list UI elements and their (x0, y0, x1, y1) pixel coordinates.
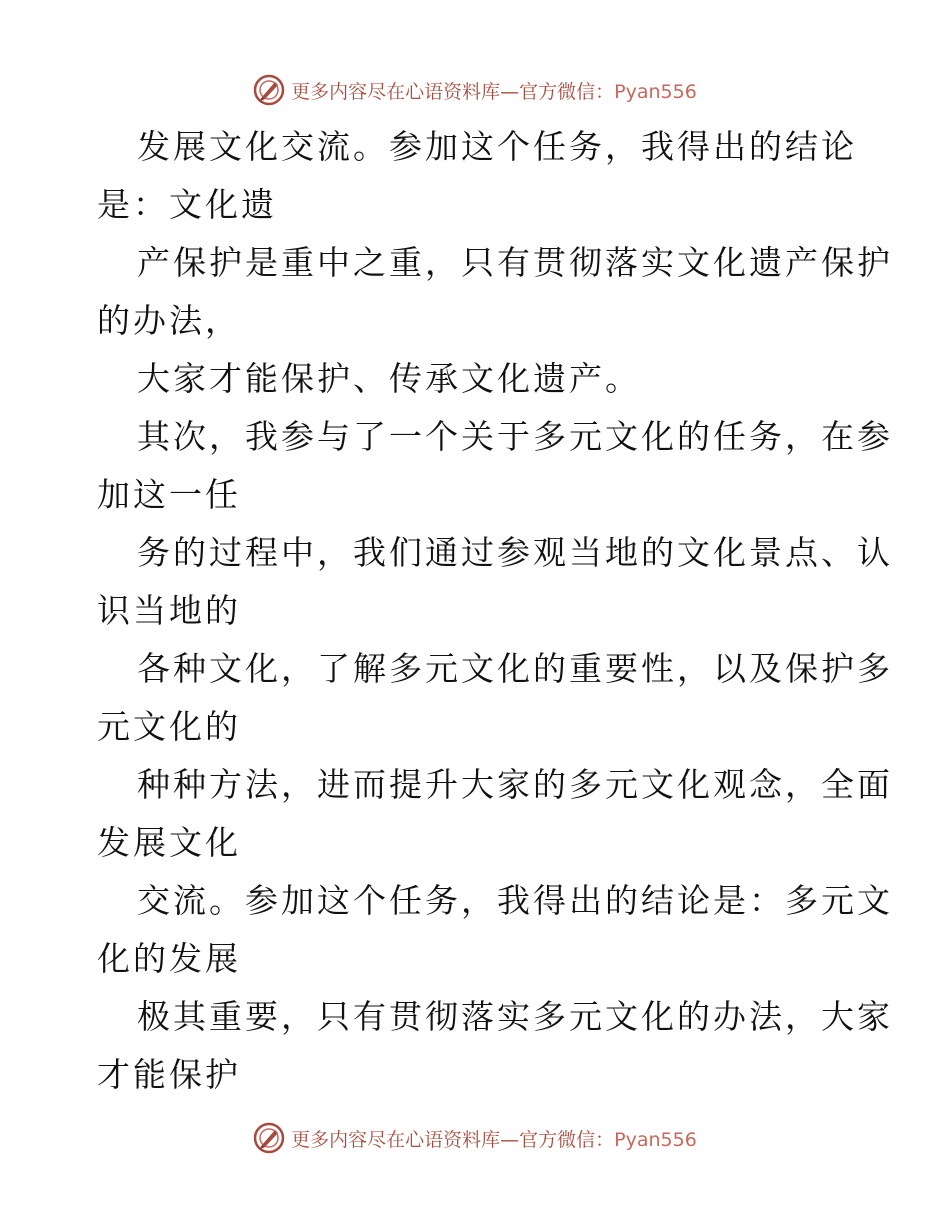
paragraph-line: 的办法， (97, 301, 241, 340)
paragraph (97, 234, 893, 350)
paragraph-line: 其次，我参与了一个关于多元文化的任务，在参 (137, 417, 893, 456)
paragraph-line: 化的发展 (97, 939, 241, 978)
paragraph-line: 识当地的 (97, 591, 241, 630)
paragraph (97, 756, 893, 872)
paragraph-line: 产保护是重中之重，只有贯彻落实文化遗产保护 (137, 243, 893, 282)
watermark-text: 更多内容尽在心语资料库—官方微信：Pyan556 (291, 1128, 697, 1151)
footer-watermark (0, 1118, 950, 1158)
watermark-text: 更多内容尽在心语资料库—官方微信：Pyan556 (291, 80, 697, 103)
paragraph (97, 640, 893, 756)
paragraph-line: 务的过程中，我们通过参观当地的文化景点、认 (137, 533, 893, 572)
paragraph-line: 发展文化交流。参加这个任务，我得出的结论 (137, 127, 857, 166)
paragraph-line: 加这一任 (97, 475, 241, 514)
paragraph-line: 是：文化遗 (97, 185, 277, 224)
document-body (97, 118, 893, 1104)
paragraph (97, 524, 893, 640)
header-watermark (0, 70, 950, 110)
paragraph (97, 118, 857, 234)
paragraph (97, 408, 893, 524)
paragraph-line: 发展文化 (97, 823, 241, 862)
paragraph-line: 交流。参加这个任务，我得出的结论是：多元文 (137, 881, 893, 920)
paragraph-line: 各种文化，了解多元文化的重要性，以及保护多 (137, 649, 893, 688)
paragraph (97, 872, 893, 988)
paragraph (97, 988, 893, 1104)
paragraph-line: 大家才能保护、传承文化遗产。 (137, 359, 641, 398)
brand-logo-icon (253, 74, 285, 106)
paragraph-line: 种种方法，进而提升大家的多元文化观念，全面 (137, 765, 893, 804)
brand-logo-icon (253, 1122, 285, 1154)
paragraph-line: 极其重要，只有贯彻落实多元文化的办法，大家 (137, 997, 893, 1036)
paragraph-line: 才能保护 (97, 1055, 241, 1094)
paragraph-line: 元文化的 (97, 707, 241, 746)
paragraph (97, 350, 857, 408)
